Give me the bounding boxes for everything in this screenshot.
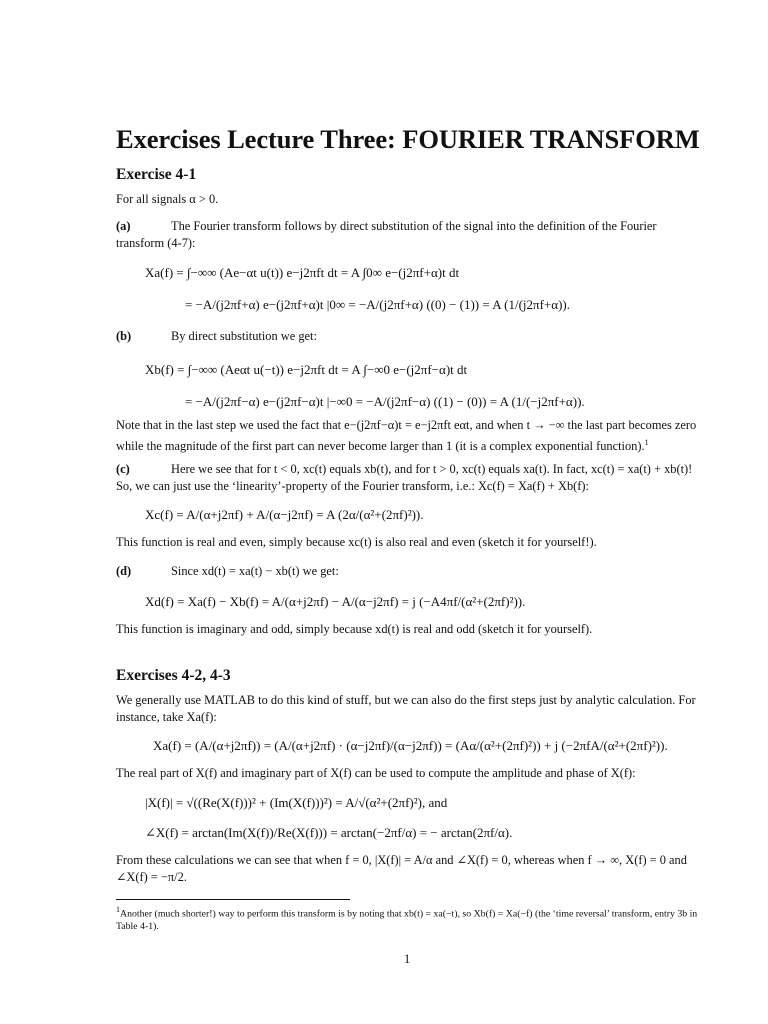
footnote-reference[interactable]: 1 <box>644 438 649 447</box>
section-heading-exercises-4-2-4-3: Exercises 4-2, 4-3 <box>116 667 231 684</box>
footnote-divider <box>116 899 350 900</box>
part-b-paragraph <box>116 328 702 345</box>
phase-equation: ∠X(f) = arctan(Im(X(f))/Re(X(f))) = arctan(−2πf/α) = − arctan(2πf/α). <box>145 825 513 840</box>
part-d-text: Since xd(t) = xa(t) − xb(t) we get: <box>171 564 339 578</box>
part-c-paragraph <box>116 461 702 495</box>
part-c-label: (c) <box>116 462 130 476</box>
exercises-4-2-4-3-intro: We generally use MATLAB to do this kind of stuff, but we can also do the first steps just by analytic calculation. For instance, take Xa(f): <box>116 693 696 724</box>
part-b-equation-line-2: = −A/(j2πf−α) e−(j2πf−α)t |−∞0 = −A/(j2πf−α) ((1) − (0)) = A (1/(−j2πf+α)). <box>185 394 585 409</box>
footnote-text: Another (much shorter!) way to perform this transform is by noting that xb(t) = xa(−t), so Xb(f) = Xa(−f) (the ‘time reversal’ transform, entry 3b in Table 4-1). <box>116 908 698 933</box>
footnote-mark: 1 <box>116 905 120 914</box>
part-a-label: (a) <box>116 219 131 233</box>
exercise-4-1-intro: For all signals α > 0. <box>116 192 219 206</box>
part-b-note <box>116 417 702 455</box>
part-c-text: Here we see that for t < 0, xc(t) equals xb(t), and for t > 0, xc(t) equals xa(t). In fact, xc(t) = xa(t) + xb(t)! So, we can just use the ‘linearity’-property of the Fourier transform, i.e.: Xc(f) = Xa(f) + Xb(f): <box>116 462 693 493</box>
part-a-equation-line-1: Xa(f) = ∫−∞∞ (Ae−αt u(t)) e−j2πft dt = A ∫0∞ e−(j2πf+α)t dt <box>145 265 460 280</box>
limits-conclusion: From these calculations we can see that when f = 0, |X(f)| = A/α and ∠X(f) = 0, whereas when f → ∞, X(f) = 0 and ∠X(f) = −π/2. <box>116 853 687 884</box>
part-b-equation-line-1: Xb(f) = ∫−∞∞ (Aeαt u(−t)) e−j2πft dt = A ∫−∞0 e−(j2πf−α)t dt <box>145 362 468 377</box>
part-d-conclusion: This function is imaginary and odd, simply because xd(t) is real and odd (sketch it for yourself). <box>116 622 593 636</box>
xa-decomposition-equation: Xa(f) = (A/(α+j2πf)) = (A/(α+j2πf) · (α−j2πf)/(α−j2πf)) = (Aα/(α²+(2πf)²)) + j (−2πfA/(α²+(2πf)²)). <box>153 738 668 753</box>
part-a-text: The Fourier transform follows by direct substitution of the signal into the definition of the Fourier transform (4-7): <box>116 219 657 250</box>
part-b-note-text: Note that in the last step we used the fact that e−(j2πf−α)t = e−j2πft eαt, and when t → −∞ the last part becomes zero while the magnitude of the first part can never become larger than 1 (it is a complex exponential function). <box>116 418 697 454</box>
page-title: Exercises Lecture Three: FOURIER TRANSFORM <box>116 124 700 154</box>
part-b-text: By direct substitution we get: <box>171 329 317 343</box>
part-d-label: (d) <box>116 564 132 578</box>
part-d-equation: Xd(f) = Xa(f) − Xb(f) = A/(α+j2πf) − A/(α−j2πf) = j (−A4πf/(α²+(2πf)²)). <box>145 594 526 609</box>
footnote <box>116 903 702 933</box>
part-c-equation: Xc(f) = A/(α+j2πf) + A/(α−j2πf) = A (2α/(α²+(2πf)²)). <box>145 507 424 522</box>
amplitude-equation: |X(f)| = √((Re(X(f)))² + (Im(X(f)))²) = A/√(α²+(2πf)²), and <box>145 795 448 810</box>
part-c-conclusion: This function is real and even, simply because xc(t) is also real and even (sketch it for yourself!). <box>116 535 597 549</box>
section-heading-exercise-4-1: Exercise 4-1 <box>116 166 197 183</box>
page-number: 1 <box>404 952 411 966</box>
part-d-paragraph <box>116 563 702 580</box>
part-b-label: (b) <box>116 329 132 343</box>
part-a-paragraph <box>116 218 702 252</box>
part-a-equation-line-2: = −A/(j2πf+α) e−(j2πf+α)t |0∞ = −A/(j2πf+α) ((0) − (1)) = A (1/(j2πf+α)). <box>185 297 570 312</box>
amplitude-phase-intro: The real part of X(f) and imaginary part of X(f) can be used to compute the amplitude and phase of X(f): <box>116 766 636 780</box>
